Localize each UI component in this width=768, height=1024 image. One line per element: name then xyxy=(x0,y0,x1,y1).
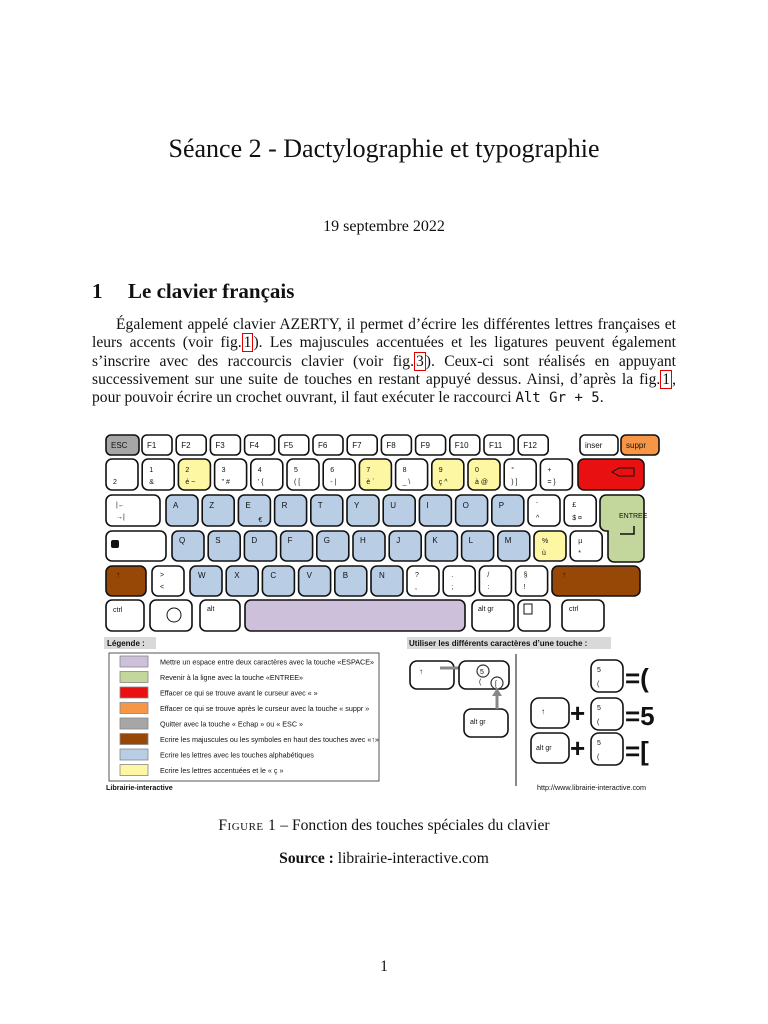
key-label: F6 xyxy=(318,441,328,450)
legend-swatch xyxy=(120,734,148,745)
key-bottom-label: - | xyxy=(330,479,337,486)
key-label: F11 xyxy=(489,441,503,450)
letter-key-g xyxy=(317,531,349,561)
eq2-result: =5 xyxy=(625,701,655,731)
key-top-label: ? xyxy=(415,572,419,579)
key-top-label: 8 xyxy=(402,467,407,474)
source-text: librairie-interactive.com xyxy=(333,850,489,867)
letter-key-v xyxy=(299,566,331,596)
key-top-label: / xyxy=(487,572,490,579)
letter-key-w xyxy=(190,566,222,596)
key-bottom-label: é ~ xyxy=(185,479,196,486)
shift-symbol: ↑ xyxy=(419,667,423,676)
altgr-label: alt gr xyxy=(478,606,494,613)
letter-key-q xyxy=(172,531,204,561)
letter-key-p xyxy=(492,495,524,526)
figure-caption xyxy=(0,817,768,835)
key-label: F9 xyxy=(420,441,430,450)
key-top-label: ¨ xyxy=(536,502,539,509)
key-top-label: 1 xyxy=(149,467,154,474)
legend-item-text: Mettre un espace entre deux caractères avec la touche «ESPACE» xyxy=(160,657,375,667)
legend-item-text: Ecrire les lettres accentuées et le « ç » xyxy=(160,766,284,775)
key-label: I xyxy=(426,501,429,510)
number-key xyxy=(540,459,572,490)
key-label: D xyxy=(251,536,258,545)
letter-key-b xyxy=(335,566,367,596)
letter-key-n xyxy=(371,566,403,596)
logo-text: Librairie-interactive xyxy=(106,783,173,792)
key-top-label: 3 xyxy=(221,467,226,474)
eq3-key-left: ( xyxy=(597,754,600,761)
symbol-key xyxy=(443,566,475,596)
key-label: J xyxy=(396,536,401,545)
paragraph-text: . xyxy=(599,389,604,407)
key-top-label: µ xyxy=(578,538,583,545)
symbol-key xyxy=(407,566,439,596)
letter-key-y xyxy=(347,495,379,526)
key-top-label: 0 xyxy=(475,467,479,474)
letter-key-r xyxy=(275,495,307,526)
eq2-plus: + xyxy=(570,698,586,728)
eq2-key-left: ( xyxy=(597,719,600,726)
legend xyxy=(104,637,379,792)
legend-swatch xyxy=(120,672,148,683)
key-label: F10 xyxy=(454,441,469,450)
letter-key-j xyxy=(389,531,421,561)
letter-key-u xyxy=(383,495,415,526)
windows-icon xyxy=(167,608,181,622)
key-bottom-label: ù xyxy=(542,550,546,557)
key-bottom-label: , xyxy=(415,584,417,591)
key-label: O xyxy=(462,501,469,510)
key-label: L xyxy=(468,536,474,545)
key-bottom-label: è ` xyxy=(366,479,375,486)
usage-panel xyxy=(407,637,655,792)
letter-key-z xyxy=(202,495,234,526)
number-key xyxy=(323,459,355,490)
page-number: 1 xyxy=(380,958,388,975)
bottom-key-row xyxy=(106,600,604,631)
usage-shift-key xyxy=(410,661,454,689)
tab-label: |← xyxy=(116,502,125,509)
letter-key-t xyxy=(311,495,343,526)
key-label: S xyxy=(215,536,221,545)
key-label: M xyxy=(504,536,512,545)
symbol-key xyxy=(516,566,548,596)
letter-key-m xyxy=(498,531,530,561)
key-top-label: 2 xyxy=(185,467,190,474)
section-title: Le clavier français xyxy=(128,279,295,303)
key-label: C xyxy=(270,571,277,580)
key-top-label: § xyxy=(523,572,528,579)
key-bottom-label: à @ xyxy=(475,479,488,486)
section-heading xyxy=(92,279,294,304)
eq1-key-left: ( xyxy=(597,681,600,688)
left-shift-key xyxy=(106,566,146,596)
legend-item-text: Effacer ce qui se trouve avant le curseur avec « » xyxy=(160,688,318,698)
key-label: Q xyxy=(179,536,186,545)
eq1-key-top: 5 xyxy=(597,667,601,674)
figure-link[interactable]: 3 xyxy=(415,352,424,370)
key-bottom-label: : xyxy=(487,584,490,591)
key-label: F5 xyxy=(283,441,294,450)
paragraph-text: ). Les majuscules accentuées et les ligatures peuvent également s’inscrire avec des raccourcis clavier (voir fig. xyxy=(92,334,676,370)
number-key xyxy=(504,459,536,490)
letter-key-a xyxy=(166,495,198,526)
key-bottom-label: _ \ xyxy=(402,479,411,486)
key-label: K xyxy=(432,536,438,545)
page-title: Séance 2 - Dactylographie et typographie xyxy=(168,134,600,163)
shift-symbol: ↑ xyxy=(562,570,566,579)
key-bottom-label: 2 xyxy=(113,479,117,486)
altgr-label: alt gr xyxy=(470,719,486,726)
key-label: H xyxy=(360,536,366,545)
enter-label: ENTREE xyxy=(619,513,648,520)
key-bottom-label: " # xyxy=(221,479,230,486)
key-five-top: 5 xyxy=(480,669,484,676)
letter-row-w xyxy=(106,566,640,596)
key-label: G xyxy=(323,536,331,545)
number-key xyxy=(215,459,247,490)
number-key xyxy=(287,459,319,490)
symbol-key xyxy=(570,531,602,561)
keyboard-figure xyxy=(104,432,664,794)
tab-label: →| xyxy=(116,514,125,521)
letter-key-l xyxy=(462,531,494,561)
letter-key-i xyxy=(419,495,451,526)
key-label: T xyxy=(317,501,323,510)
ctrl-label: ctrl xyxy=(569,606,579,613)
key-top-label: £ xyxy=(572,502,577,509)
figure-link[interactable]: 1 xyxy=(243,334,252,352)
number-key xyxy=(432,459,464,490)
key-top-label: 9 xyxy=(438,467,443,474)
key-bottom-label: = } xyxy=(547,479,556,486)
paragraph-text: Également appelé clavier AZERTY, il permet d’écrire les différentes lettres françaises et leurs accents (voir fig. xyxy=(92,316,676,352)
key-bottom-label: & xyxy=(149,479,154,486)
usage-title: Utiliser les différents caractères d’une touche : xyxy=(409,639,588,648)
shift-symbol: ↑ xyxy=(116,570,120,579)
key-label: F2 xyxy=(181,441,191,450)
key-label: inser xyxy=(585,441,603,450)
legend-swatch xyxy=(120,687,148,698)
key-label: ESC xyxy=(111,441,128,450)
key-label: F xyxy=(287,536,293,545)
euro-label: € xyxy=(258,517,263,524)
key-bottom-label: ( [ xyxy=(294,479,301,486)
key-five-left: ( xyxy=(479,679,482,686)
eq3-result: =[ xyxy=(625,736,649,766)
section-number: 1 xyxy=(92,279,103,303)
key-top-label: 6 xyxy=(330,467,335,474)
key-top-label: 5 xyxy=(294,467,298,474)
letter-row-q xyxy=(106,531,602,561)
source-url: http://www.librairie-interactive.com xyxy=(537,783,647,792)
legend-title: Légende : xyxy=(107,639,145,648)
menu-icon xyxy=(524,604,532,614)
letter-key-e xyxy=(238,495,270,526)
eq2-key-top: 5 xyxy=(597,705,601,712)
number-key xyxy=(251,459,283,490)
symbol-key xyxy=(152,566,184,596)
ctrl-label: ctrl xyxy=(113,607,123,614)
legend-swatch xyxy=(120,749,148,760)
menu-key xyxy=(518,600,550,631)
legend-item-text: Revenir à la ligne avec la touche «ENTREE» xyxy=(160,673,304,682)
letter-key-c xyxy=(262,566,294,596)
key-label: A xyxy=(173,501,179,510)
letter-key-h xyxy=(353,531,385,561)
number-key xyxy=(142,459,174,490)
key-top-label: % xyxy=(542,538,549,545)
lock-icon xyxy=(111,540,119,548)
number-key-row xyxy=(106,459,644,490)
key-label: W xyxy=(198,571,206,580)
function-key-row xyxy=(106,435,659,455)
letter-key-o xyxy=(456,495,488,526)
legend-item-text: Ecrire les lettres avec les touches alphabétiques xyxy=(160,750,314,760)
key-five-right: [ xyxy=(495,681,497,688)
key-label: Y xyxy=(354,501,360,510)
source-label: Source : xyxy=(279,850,334,867)
legend-swatch xyxy=(120,765,148,776)
right-ctrl-key xyxy=(562,600,604,631)
key-label: F8 xyxy=(386,441,396,450)
key-top-label: 4 xyxy=(257,467,262,474)
eq3-key-top: 5 xyxy=(597,740,601,747)
symbol-key xyxy=(528,495,560,526)
key-bottom-label: ^ xyxy=(536,515,540,522)
caption-text: – Fonction des touches spéciales du clavier xyxy=(276,817,550,834)
left-ctrl-key xyxy=(106,600,144,631)
figure-link[interactable]: 1 xyxy=(662,370,671,388)
key-label: F4 xyxy=(249,441,259,450)
number-key xyxy=(106,459,138,490)
symbol-key xyxy=(534,531,566,561)
shortcut-code: Alt Gr + 5 xyxy=(515,390,600,407)
page-date: 19 septembre 2022 xyxy=(323,218,445,235)
legend-swatch xyxy=(120,718,148,729)
figure-source xyxy=(0,850,768,868)
number-key xyxy=(359,459,391,490)
altgr-key xyxy=(472,600,514,631)
letter-key-x xyxy=(226,566,258,596)
key-label: F12 xyxy=(523,441,537,450)
key-top-label: ° xyxy=(511,467,515,474)
key-label: F1 xyxy=(147,441,157,450)
key-bottom-label: ; xyxy=(451,584,454,591)
caption-label: Figure 1 xyxy=(218,817,277,834)
legend-item-text: Ecrire les majuscules ou les symboles en haut des touches avec «↑» xyxy=(160,735,379,744)
alt-key xyxy=(200,600,240,631)
key-label: suppr xyxy=(626,441,647,450)
eq3-altgr: alt gr xyxy=(536,745,552,752)
key-top-label: + xyxy=(547,467,552,474)
key-label: U xyxy=(390,501,396,510)
tab-key xyxy=(106,495,160,526)
body-paragraph xyxy=(92,316,676,407)
letter-key-k xyxy=(425,531,457,561)
key-bottom-label: ) ] xyxy=(511,479,518,486)
key-label: B xyxy=(342,571,349,580)
key-top-label: 7 xyxy=(366,467,371,474)
key-bottom-label: ! xyxy=(523,584,526,591)
letter-key-d xyxy=(244,531,276,561)
number-key xyxy=(396,459,428,490)
legend-item-text: Quitter avec la touche « Echap » ou « ESC » xyxy=(160,719,304,729)
legend-item-text: Effacer ce qui se trouve après le curseur avec la touche « suppr » xyxy=(160,704,370,713)
legend-swatch xyxy=(120,656,148,667)
key-top-label: > xyxy=(160,572,165,579)
eq1-result: =( xyxy=(625,663,649,693)
key-label: R xyxy=(281,501,288,510)
letter-key-s xyxy=(208,531,240,561)
letter-key-f xyxy=(281,531,313,561)
key-top-label: . xyxy=(451,572,454,579)
key-label: F3 xyxy=(215,441,225,450)
key-label: V xyxy=(306,571,312,580)
space-key xyxy=(245,600,465,631)
key-label: Z xyxy=(209,501,215,510)
eq2-shift: ↑ xyxy=(541,707,545,716)
paragraph-text: , pour pouvoir écrire un crochet ouvrant, il faut exécuter le raccourci xyxy=(92,370,676,407)
key-label: E xyxy=(245,501,251,510)
key-label: F7 xyxy=(352,441,362,450)
key-bottom-label: * xyxy=(578,550,581,557)
key-label: P xyxy=(498,501,505,510)
eq3-plus: + xyxy=(570,733,586,763)
key-bottom-label: < xyxy=(160,584,165,591)
key-bottom-label: ' { xyxy=(257,479,264,486)
symbol-key xyxy=(479,566,511,596)
enter-key xyxy=(600,495,644,562)
paragraph-text: ). Ceux-ci sont réalisés en appuyant successivement sur une suite de touches en restant appuyé dessus. Ainsi, d’après la fig. xyxy=(92,352,676,388)
legend-swatch xyxy=(120,703,148,714)
alt-label: alt xyxy=(207,606,215,613)
key-label: X xyxy=(234,571,240,580)
key-bottom-label: ç ^ xyxy=(438,479,448,486)
key-bottom-label: $ ¤ xyxy=(572,515,582,522)
key-label: N xyxy=(379,571,385,580)
